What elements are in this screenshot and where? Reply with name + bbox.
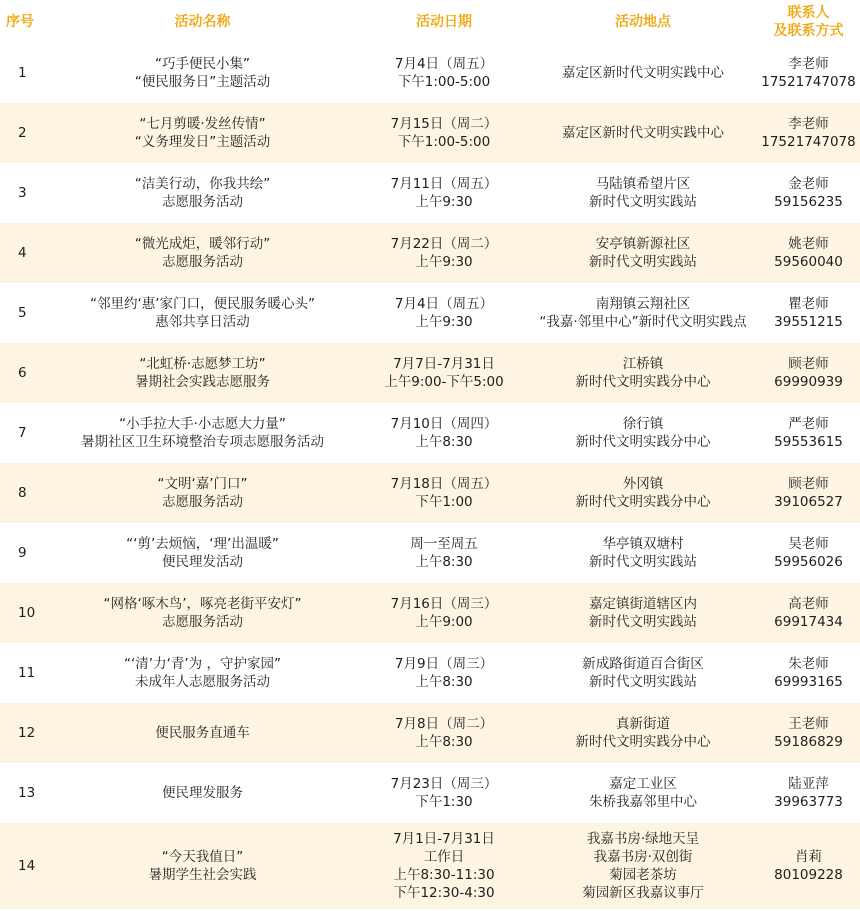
activity-date-cell — [359, 103, 529, 163]
contact-info-line: 朱老师 — [788, 656, 829, 672]
activity-date-line: 7月7日-7月31日 — [393, 356, 495, 372]
activity-place-line: 新时代文明实践站 — [589, 194, 697, 210]
activity-place-cell — [529, 523, 757, 583]
activity-place-line: “我嘉·邻里中心”新时代文明实践点 — [539, 314, 747, 330]
row-number: 2 — [18, 125, 27, 141]
row-number: 9 — [18, 545, 27, 561]
row-number: 3 — [18, 185, 27, 201]
contact-info-line: 肖莉 — [795, 849, 822, 865]
activity-date-cell — [359, 223, 529, 283]
activity-date-cell — [359, 463, 529, 523]
contact-info-line: 金老师 — [788, 176, 829, 192]
contact-info-cell — [757, 403, 860, 463]
contact-info-line: 李老师 — [788, 116, 829, 132]
activity-name-cell — [46, 283, 359, 343]
activity-date-line: 7月1日-7月31日 — [393, 831, 495, 847]
table-row — [0, 703, 860, 763]
contact-info-line: 59956026 — [774, 554, 843, 570]
table-row — [0, 403, 860, 463]
activity-place-cell — [529, 463, 757, 523]
activity-name-cell — [46, 223, 359, 283]
activity-place-line: 新时代文明实践分中心 — [575, 734, 711, 750]
activity-name-line: 志愿服务活动 — [162, 194, 243, 210]
activity-name-line: “邻里约‘惠’家门口，便民服务暖心头” — [89, 296, 316, 312]
header-activity-name: 活动名称 — [174, 13, 231, 30]
row-number: 1 — [18, 65, 27, 81]
activity-name-line: “‘清’力‘青’为 ，守护家园” — [124, 656, 281, 672]
activity-place-line: 真新街道 — [616, 716, 670, 732]
activity-name-line: “义务理发日”主题活动 — [134, 134, 271, 150]
activity-place-line: 新时代文明实践站 — [589, 674, 697, 690]
contact-info-line: 瞿老师 — [788, 296, 829, 312]
activity-name-cell — [46, 343, 359, 403]
activity-place-line: 华亭镇双塘村 — [602, 536, 684, 552]
activity-date-cell — [359, 343, 529, 403]
contact-info-line: 顾老师 — [788, 356, 829, 372]
contact-info-cell — [757, 343, 860, 403]
activity-date-line: 周一至周五 — [410, 536, 478, 552]
activity-date-line: 下午1:00-5:00 — [397, 134, 491, 150]
activity-name-line: 未成年人志愿服务活动 — [135, 674, 270, 690]
activity-place-line: 我嘉书房·双创街 — [593, 849, 693, 865]
activity-place-line: 安亭镇新源社区 — [595, 236, 691, 252]
activity-name-cell — [46, 823, 359, 909]
activity-place-line: 新成路街道百合街区 — [582, 656, 704, 672]
header-row — [0, 0, 860, 43]
activity-place-cell — [529, 163, 757, 223]
activity-name-cell — [46, 403, 359, 463]
activity-place-line: 嘉定镇街道辖区内 — [589, 596, 697, 612]
activity-date-line: 7月23日（周三） — [390, 776, 498, 792]
activity-name-line: “北虹桥·志愿梦工坊” — [139, 356, 266, 372]
activity-place-line: 朱桥我嘉邻里中心 — [589, 794, 697, 810]
contact-info-line: 69990939 — [774, 374, 843, 390]
activity-name-line: 暑期社区卫生环境整治专项志愿服务活动 — [81, 434, 324, 450]
contact-info-line: 王老师 — [788, 716, 829, 732]
activity-name-line: “便民服务日”主题活动 — [134, 74, 271, 90]
activity-date-line: 上午8:30 — [415, 434, 473, 450]
table-row — [0, 523, 860, 583]
activity-place-cell — [529, 403, 757, 463]
activity-name-line: “洁美行动，你我共绘” — [134, 176, 271, 192]
contact-info-cell — [757, 583, 860, 643]
row-number: 7 — [18, 425, 27, 441]
table-body — [0, 43, 860, 909]
activity-date-cell — [359, 583, 529, 643]
header-contact — [757, 0, 860, 43]
activity-place-line: 菊园老茶坊 — [609, 867, 677, 883]
contact-info-line: 陆亚萍 — [788, 776, 829, 792]
contact-info-line: 高老师 — [788, 596, 829, 612]
contact-info-cell — [757, 763, 860, 823]
row-number: 4 — [18, 245, 27, 261]
activity-place-line: 嘉定工业区 — [609, 776, 677, 792]
activity-place-line: 嘉定区新时代文明实践中心 — [562, 65, 724, 81]
header-activity-date: 活动日期 — [416, 13, 472, 30]
activity-place-cell — [529, 643, 757, 703]
row-number: 11 — [18, 665, 36, 681]
activity-place-line: 我嘉书房·绿地天呈 — [586, 831, 700, 847]
activity-date-line: 7月4日（周五） — [394, 296, 494, 312]
activity-date-line: 7月9日（周三） — [394, 656, 494, 672]
contact-info-line: 李老师 — [788, 56, 829, 72]
header-contact-line: 联系人 — [787, 4, 830, 21]
activity-place-line: 徐行镇 — [622, 416, 664, 432]
activity-date-cell — [359, 763, 529, 823]
activity-date-cell — [359, 283, 529, 343]
activity-name-line: 惠邻共享日活动 — [155, 314, 250, 330]
contact-info-cell — [757, 283, 860, 343]
activity-name-line: “文明‘嘉’门口” — [157, 476, 248, 492]
activity-name-cell — [46, 583, 359, 643]
table-row — [0, 223, 860, 283]
activity-date-cell — [359, 523, 529, 583]
activity-date-line: 上午9:30 — [415, 194, 473, 210]
contact-info-line: 80109228 — [774, 867, 843, 883]
contact-info-line: 59553615 — [774, 434, 843, 450]
table-header — [0, 0, 860, 43]
activity-place-line: 新时代文明实践站 — [589, 614, 697, 630]
activity-date-line: 7月11日（周五） — [390, 176, 498, 192]
activity-place-cell — [529, 823, 757, 909]
row-number: 8 — [18, 485, 27, 501]
contact-info-cell — [757, 223, 860, 283]
table-row — [0, 763, 860, 823]
activity-place-line: 外冈镇 — [622, 476, 664, 492]
contact-info-line: 严老师 — [788, 416, 829, 432]
activity-date-cell — [359, 823, 529, 909]
header-number: 序号 — [6, 13, 34, 30]
activity-date-line: 7月10日（周四） — [390, 416, 498, 432]
activity-date-line: 7月15日（周二） — [390, 116, 498, 132]
activity-name-line: “小手拉大手·小志愿大力量” — [119, 416, 286, 432]
activity-name-line: “今天我值日” — [161, 849, 244, 865]
activity-place-cell — [529, 223, 757, 283]
activity-place-cell — [529, 103, 757, 163]
activity-name-cell — [46, 643, 359, 703]
contact-info-line: 顾老师 — [788, 476, 829, 492]
activity-date-line: 7月22日（周二） — [390, 236, 498, 252]
contact-info-line: 69993165 — [774, 674, 843, 690]
contact-info-line: 39551215 — [774, 314, 843, 330]
activity-date-line: 下午12:30-4:30 — [393, 885, 495, 901]
activity-place-cell — [529, 583, 757, 643]
activity-name-cell — [46, 523, 359, 583]
row-number: 5 — [18, 305, 27, 321]
contact-info-line: 69917434 — [774, 614, 843, 630]
activity-date-line: 7月4日（周五） — [394, 56, 494, 72]
contact-info-line: 吴老师 — [788, 536, 829, 552]
activity-name-line: 志愿服务活动 — [162, 254, 243, 270]
activity-name-line: 便民理发服务 — [162, 785, 243, 801]
table-row — [0, 823, 860, 909]
activity-date-line: 上午8:30 — [415, 554, 473, 570]
activity-place-line: 江桥镇 — [622, 356, 664, 372]
table-row — [0, 343, 860, 403]
contact-info-cell — [757, 43, 860, 103]
activity-name-line: 便民服务直通车 — [155, 725, 250, 741]
activity-place-line: 新时代文明实践分中心 — [575, 434, 711, 450]
activity-place-cell — [529, 703, 757, 763]
activity-place-line: 新时代文明实践站 — [589, 254, 697, 270]
activity-place-line: 新时代文明实践站 — [589, 554, 697, 570]
contact-info-line: 39106527 — [774, 494, 843, 510]
activity-name-line: 暑期社会实践志愿服务 — [135, 374, 270, 390]
activity-date-cell — [359, 403, 529, 463]
contact-info-cell — [757, 703, 860, 763]
activity-date-cell — [359, 43, 529, 103]
contact-info-cell — [757, 823, 860, 909]
activity-date-cell — [359, 163, 529, 223]
contact-info-line: 17521747078 — [761, 74, 856, 90]
header-activity-place: 活动地点 — [615, 13, 671, 30]
contact-info-cell — [757, 463, 860, 523]
activity-name-line: 便民理发活动 — [162, 554, 243, 570]
table-row — [0, 583, 860, 643]
activity-date-line: 上午9:00-下午5:00 — [384, 374, 504, 390]
activity-date-line: 上午9:30 — [415, 314, 473, 330]
activity-place-cell — [529, 343, 757, 403]
activity-name-line: “巧手便民小集” — [155, 56, 250, 72]
activity-name-cell — [46, 163, 359, 223]
activity-place-line: 马陆镇希望片区 — [595, 176, 691, 192]
activity-date-cell — [359, 703, 529, 763]
activity-place-line: 嘉定区新时代文明实践中心 — [562, 125, 724, 141]
activity-date-line: 下午1:00 — [415, 494, 473, 510]
contact-info-line: 39963773 — [774, 794, 843, 810]
table-row — [0, 103, 860, 163]
activity-date-line: 上午9:00 — [415, 614, 473, 630]
contact-info-line: 姚老师 — [788, 236, 829, 252]
contact-info-cell — [757, 523, 860, 583]
table-row — [0, 283, 860, 343]
contact-info-cell — [757, 163, 860, 223]
activity-place-cell — [529, 43, 757, 103]
table-row — [0, 643, 860, 703]
activity-name-line: 暑期学生社会实践 — [148, 867, 257, 883]
activity-name-line: “七月剪暖·发丝传情” — [139, 116, 266, 132]
contact-info-line: 17521747078 — [761, 134, 856, 150]
contact-info-cell — [757, 103, 860, 163]
activity-name-cell — [46, 703, 359, 763]
activity-place-line: 南翔镇云翔社区 — [595, 296, 691, 312]
header-contact-line: 及联系方式 — [773, 22, 844, 39]
row-number: 14 — [18, 858, 36, 874]
activity-name-line: “网格‘啄木鸟’，啄亮老街平安灯” — [103, 596, 302, 612]
contact-info-line: 59560040 — [774, 254, 843, 270]
activity-name-cell — [46, 103, 359, 163]
table-row — [0, 163, 860, 223]
activity-date-line: 上午8:30 — [415, 734, 473, 750]
contact-info-line: 59156235 — [774, 194, 843, 210]
activity-name-line: “‘剪’去烦恼，‘理’出温暖” — [126, 536, 279, 552]
activity-date-line: 7月16日（周三） — [390, 596, 498, 612]
activity-date-line: 下午1:00-5:00 — [397, 74, 491, 90]
row-number: 13 — [18, 785, 36, 801]
row-number: 10 — [18, 605, 36, 621]
activity-name-line: 志愿服务活动 — [162, 494, 243, 510]
activity-date-line: 7月8日（周二） — [394, 716, 494, 732]
activity-name-cell — [46, 43, 359, 103]
table-row — [0, 43, 860, 103]
activity-name-line: 志愿服务活动 — [162, 614, 243, 630]
activity-date-line: 上午8:30-11:30 — [393, 867, 495, 883]
activity-date-line: 上午8:30 — [415, 674, 473, 690]
table-row — [0, 463, 860, 523]
contact-info-line: 59186829 — [774, 734, 843, 750]
activity-place-cell — [529, 763, 757, 823]
activity-date-cell — [359, 643, 529, 703]
activity-date-line: 7月18日（周五） — [390, 476, 498, 492]
activity-name-cell — [46, 763, 359, 823]
activity-date-line: 下午1:30 — [415, 794, 473, 810]
activity-place-cell — [529, 283, 757, 343]
activity-date-line: 上午9:30 — [415, 254, 473, 270]
contact-info-cell — [757, 643, 860, 703]
activity-place-line: 新时代文明实践分中心 — [575, 494, 711, 510]
activity-place-line: 新时代文明实践分中心 — [575, 374, 711, 390]
row-number: 6 — [18, 365, 27, 381]
activity-name-cell — [46, 463, 359, 523]
activity-name-line: “微光成炬，暖邻行动” — [134, 236, 271, 252]
activity-date-line: 工作日 — [423, 849, 465, 865]
row-number: 12 — [18, 725, 36, 741]
activity-place-line: 菊园新区我嘉议事厅 — [582, 885, 704, 901]
